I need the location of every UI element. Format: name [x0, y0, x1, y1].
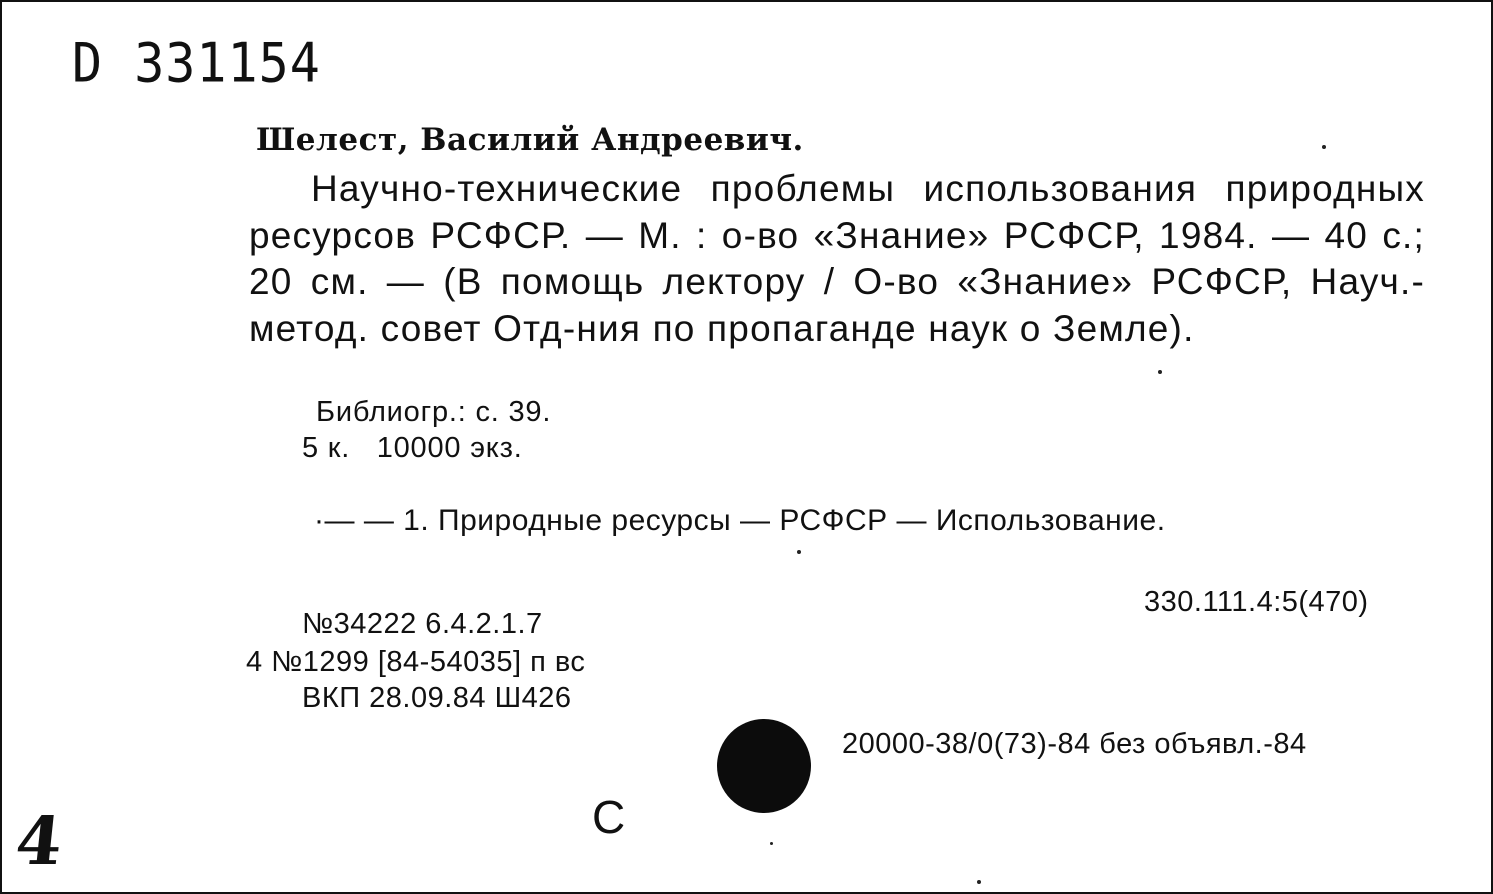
price-and-print-run: 5 к. 10000 экз.: [302, 432, 523, 464]
catalog-code: 20000-38/0(73)-84 без объявл.-84: [842, 728, 1307, 760]
bibliographic-description: Научно-технические проблемы использования природных ресурсов РСФСР. — М. : о-во «Знание» РСФСР, 1984. — 40 с.; 20 см. — (В помощь лектору / О-во «Знание» РСФСР, Науч.-метод. совет Отд-ния по пропаганде наук о Земле).: [249, 168, 1425, 349]
subject-heading: ·— — 1. Природные ресурсы — РСФСР — Использование.: [314, 504, 1166, 537]
punched-hole: [717, 719, 811, 813]
shelf-mark: D 331154: [72, 32, 321, 95]
record-line-1: №34222 6.4.2.1.7: [302, 608, 543, 640]
ink-speck: [797, 550, 801, 554]
ink-speck: [1158, 370, 1162, 374]
bibliography-note: Библиогр.: с. 39.: [316, 396, 552, 428]
ink-speck: [770, 842, 773, 845]
handwritten-mark: 4: [11, 802, 67, 880]
ink-speck: [1322, 145, 1326, 149]
author-heading: Шелест, Василий Андреевич.: [256, 122, 804, 158]
record-line-3: ВКП 28.09.84 Ш426: [302, 682, 572, 714]
record-line-2: 4 №1299 [84-54035] п вс: [246, 646, 586, 678]
stamp-letter: С: [592, 791, 626, 843]
ink-speck: [977, 880, 981, 884]
udc-index: 330.111.4:5(470): [1144, 586, 1369, 618]
